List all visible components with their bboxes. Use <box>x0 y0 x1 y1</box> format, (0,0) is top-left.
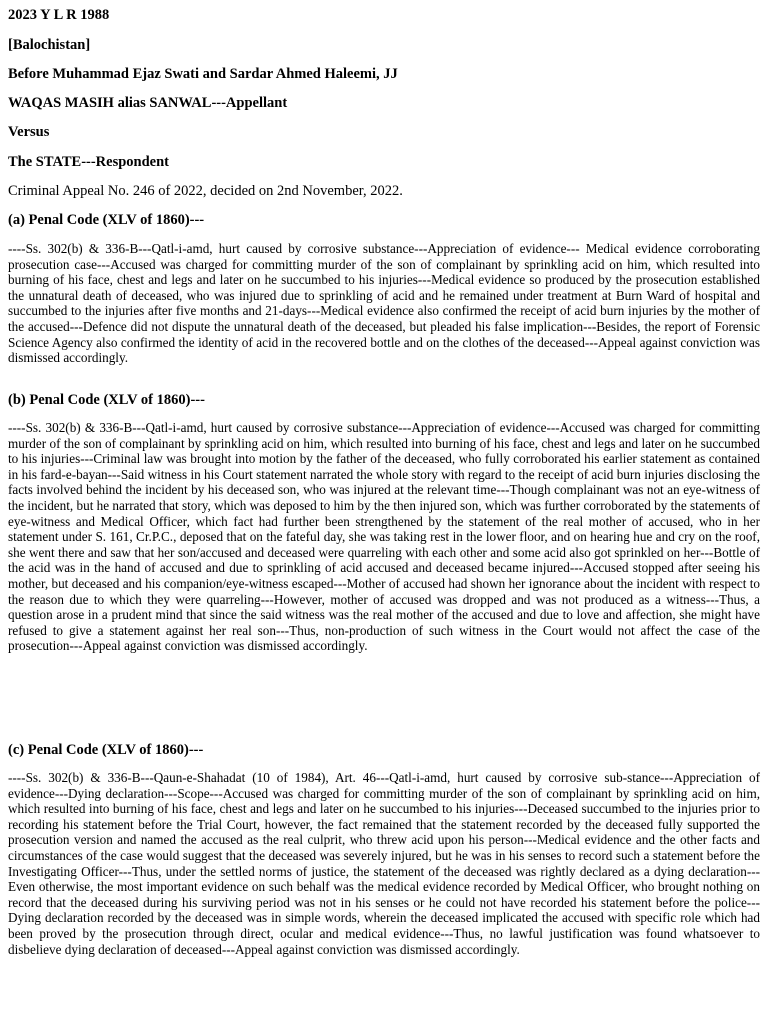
case-info: Criminal Appeal No. 246 of 2022, decided on 2nd November, 2022. <box>8 183 403 199</box>
headnote-text: ----Ss. 302(b) & 336-B---Qatl-i-amd, hurt caused by corrosive substance---Appreciation of evidence---Accused was charged for committing murder of the son of complainant by sprinkling acid on him, which resulted into burning of his face, chest and legs and later on he succumbed to his injuries---Criminal law was brought into motion by the father of the deceased, who fully corroborated his earlier statement as contained in his fard-e-bayan---Said witness in his Court statement narrated the whole story with regard to the receipt of acid burn injuries disclosing the facts involved behind the incident by his deceased son, who was injured at the relevant time---Though complainant was not an eye-witness of the incident, but he narrated that story, which was deposed to him by the then injured son, which was further corroborated by the statements of eye-witness and Medical Officer, which fact had further been strengthened by the statement of the real mother of accused, who in her statement under S. 161, Cr.P.C., deposed that on the fateful day, she was taking rest in the lower floor, and on hearing hue and cry on the roof, she went there and saw that her son/accused and deceased were quarreling with each other and some acid also got sprinkled on her---Bottle of the acid was in the hand of accused and due to sprinkling of acid accused and deceased became injured---Accused stopped after seeing his mother, but deceased and his companion/eye-witness escaped---Mother of accused had shown her ignorance about the incident with respect to the reason due to which they were quarreling---However, mother of accused was dropped and was not produced as a witness---Thus, a question arose in a prudent mind that since the said witness was the real mother of the accused and due to love and affection, she might have refused to give a statement against her real son---Thus, non-production of such witness in the Court would not affect the case of the prosecution---Appeal against conviction was dismissed accordingly. <box>8 420 760 654</box>
respondent: The STATE---Respondent <box>8 154 170 170</box>
citation: 2023 Y L R 1988 <box>8 7 110 23</box>
appellant: WAQAS MASIH alias SANWAL---Appellant <box>8 95 288 111</box>
headnote-text: ----Ss. 302(b) & 336-B---Qatl-i-amd, hurt caused by corrosive substance---Appreciation of evidence--- Medical evidence corroborating prosecution case---Accused was charged for committing murder of the son of complainant by sprinkling acid on him, which resulted into burning of his face, chest and legs and later on he succumbed to his injuries---Medical evidence so produced by the prosecution established the unnatural death of deceased, who was injured due to sprinkling of acid and he remained under treatment at Burn Ward of hospital and succumbed to the injuries after five months and 21-days---Medical evidence also confirmed the receipt of acid burn injuries by the mother of the accused---Defence did not dispute the unnatural death of the deceased, but pleaded his false implication---Besides, the report of Forensic Science Agency also confirmed the identity of acid in the recovered bottle and on the clothes of the deceased---Appeal against conviction was dismissed accordingly. <box>8 241 760 366</box>
headnote-text: ----Ss. 302(b) & 336-B---Qaun-e-Shahadat (10 of 1984), Art. 46---Qatl-i-amd, hurt caused by corrosive sub-stance---Appreciation of evidence---Dying declaration---Scope---Accused was charged for committing murder of the son of complainant by sprinkling acid on him, which resulted into burning of his face, chest and legs and later on he succumbed to his injuries---Deceased succumbed to the injuries prior to recording his statement before the Trial Court, however, the fact remained that the statement recorded by the deceased fully supported the prosecution version and named the accused as the real culprit, who threw acid upon his person---Medical evidence and the other facts and circumstances of the case would suggest that the deceased was severely injured, but he was in his senses to record such a statement before the Investigating Officer---Thus, under the settled norms of justice, the statement of the deceased was rightly declared as a dying declaration---Even otherwise, the most important evidence on such behalf was the medical evidence recorded by Medical Officer, who brought nothing on record that the deceased during his surviving period was not in his senses or he could not have recorded his statement before the police---Dying declaration recorded by the deceased was in simple words, wherein the deceased implicated the accused with specific role which had been proved by the prosecution through direct, ocular and medical evidence---Thus, no lawful justification was found whatsoever to disbelieve dying declaration of deceased---Appeal against conviction was dismissed accordingly. <box>8 770 760 957</box>
headnote-heading: (a) Penal Code (XLV of 1860)--- <box>8 212 205 228</box>
versus: Versus <box>8 124 50 140</box>
court-name: [Balochistan] <box>8 37 91 53</box>
headnote-heading: (c) Penal Code (XLV of 1860)--- <box>8 742 204 758</box>
bench: Before Muhammad Ejaz Swati and Sardar Ahmed Haleemi, JJ <box>8 66 398 82</box>
headnote-heading: (b) Penal Code (XLV of 1860)--- <box>8 392 205 408</box>
